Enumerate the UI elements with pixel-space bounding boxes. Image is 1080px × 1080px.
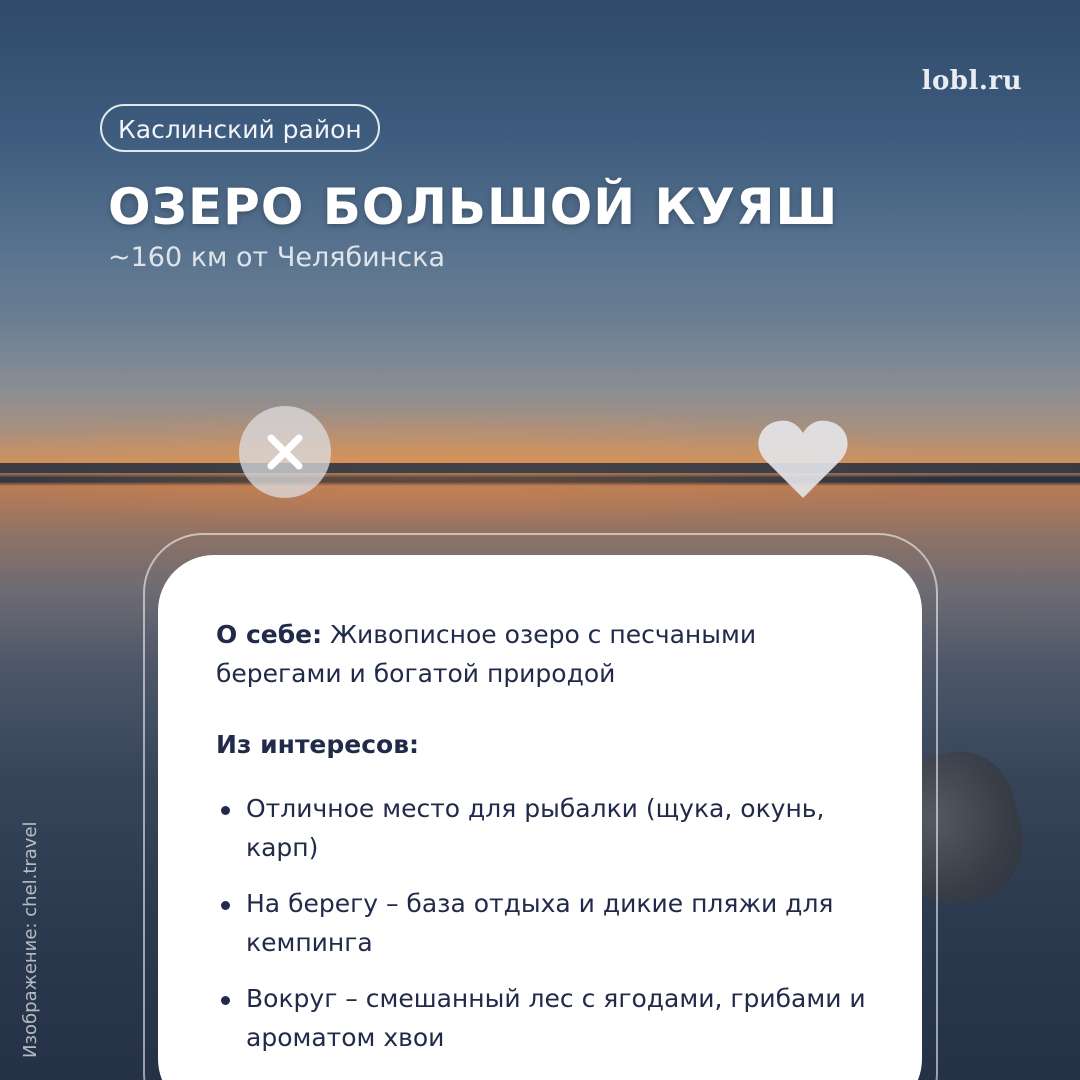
heart-icon <box>756 418 850 500</box>
distance-subtitle: ~160 км от Челябинска <box>108 242 445 273</box>
about-label: О себе: <box>216 620 323 649</box>
list-item: Вокруг – смешанный лес с ягодами, грибами и ароматом хвои <box>216 979 886 1057</box>
dislike-button[interactable] <box>239 406 331 498</box>
list-item: Отличное место для рыбалки (щука, окунь, карп) <box>216 789 886 867</box>
about-text: Живописное озеро с песчаными берегами и богатой природой <box>216 620 757 688</box>
list-item: На берегу – база отдыха и дикие пляжи для кемпинга <box>216 884 886 962</box>
like-button[interactable] <box>756 418 850 500</box>
district-tag: Каслинский район <box>100 104 380 152</box>
info-card <box>158 555 922 1080</box>
interests-heading: Из интересов: <box>216 730 420 759</box>
interests-list <box>216 789 886 1074</box>
about-section <box>216 615 876 693</box>
image-credit: Изображение: chel.travel <box>20 821 41 1058</box>
page-title: ОЗЕРО БОЛЬШОЙ КУЯШ <box>108 178 839 236</box>
brand-logo: lobl.ru <box>921 66 1022 96</box>
horizon-line <box>0 463 1080 473</box>
close-icon <box>265 432 305 472</box>
